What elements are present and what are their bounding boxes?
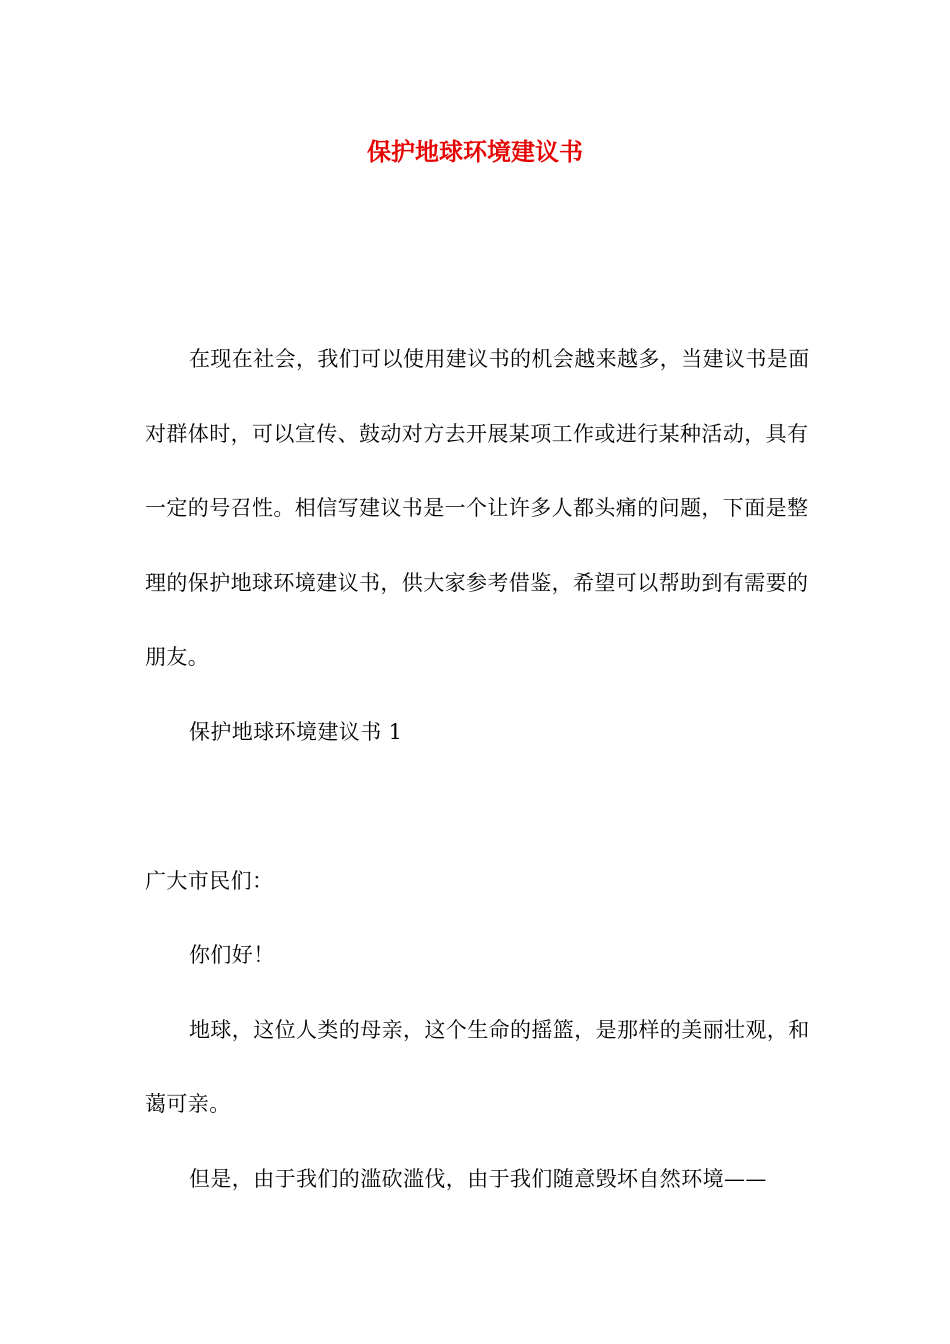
- paragraph-2: 但是，由于我们的滥砍滥伐，由于我们随意毁坏自然环境——: [189, 1166, 767, 1191]
- section-heading: 保护地球环境建议书 1: [189, 719, 403, 744]
- salutation: 广大市民们：: [145, 868, 274, 893]
- paragraph-1: 地球，这位人类的母亲，这个生命的摇篮，是那样的美丽壮观，和蔼可亲。: [145, 1017, 810, 1116]
- intro-paragraph: 在现在社会，我们可以使用建议书的机会越来越多，当建议书是面对群体时，可以宣传、鼓动对方去开展某项工作或进行某种活动，具有一定的号召性。相信写建议书是一个让许多人都头痛的问题，下面是整理的保护地球环境建议书，供大家参考借鉴，希望可以帮助到有需要的朋友。: [145, 347, 810, 669]
- document-title: 保护地球环境建议书: [367, 137, 583, 166]
- greeting: 你们好！: [189, 943, 275, 967]
- blank-line: [145, 769, 815, 844]
- document-body: [145, 322, 815, 1216]
